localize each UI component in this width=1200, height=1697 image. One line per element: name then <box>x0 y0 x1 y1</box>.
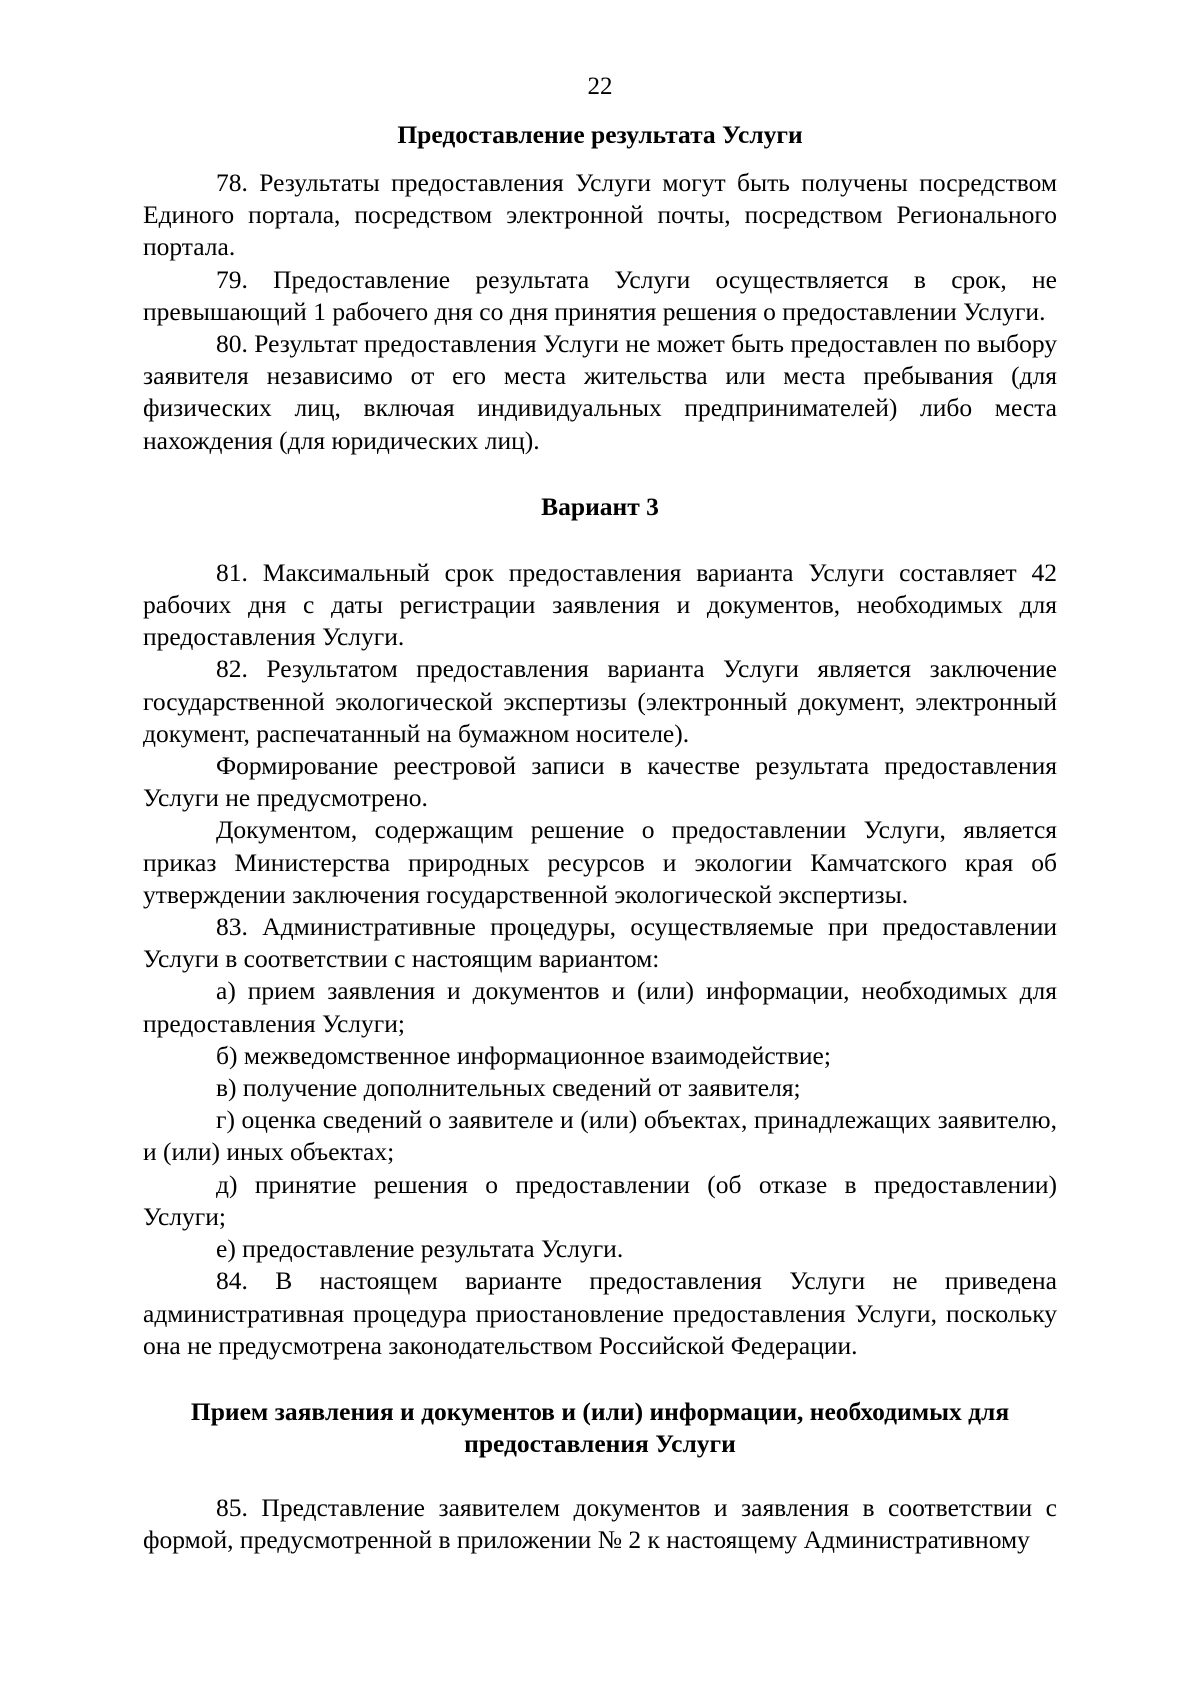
paragraph-decision-document: Документом, содержащим решение о предоставлении Услуги, является приказ Министерства природных ресурсов и экологии Камчатского края об утверждении заключения государственной экологической экспертизы. <box>143 815 1057 909</box>
list-item-b: б) межведомственное информационное взаимодействие; <box>216 1040 831 1070</box>
list-item-d: д) принятие решения о предоставлении (об отказе в предоставлении) Услуги; <box>143 1169 1057 1231</box>
section-heading-variant-3: Вариант 3 <box>541 491 659 521</box>
paragraph-81: 81. Максимальный срок предоставления варианта Услуги составляет 42 рабочих дня с даты регистрации заявления и документов, необходимых для предоставления Услуги. <box>143 557 1057 652</box>
paragraph-85: 85. Представление заявителем документов и заявления в соответствии с формой, предусмотренной в приложении № 2 к настоящему Административному <box>143 1492 1057 1555</box>
paragraph-84: 84. В настоящем варианте предоставления Услуги не приведена административная процедура приостановление предоставления Услуги, поскольку она не предусмотрена законодательством Российской Федерации. <box>143 1266 1057 1360</box>
paragraph-78: 78. Результаты предоставления Услуги могут быть получены посредством Единого портала, посредством электронной почты, посредством Регионального портала. <box>143 168 1057 262</box>
section-heading-application-intake <box>143 1396 1057 1460</box>
list-item-e: е) предоставление результата Услуги. <box>216 1234 624 1264</box>
paragraph-82: 82. Результатом предоставления варианта Услуги является заключение государственной экологической экспертизы (электронный документ, электронный документ, распечатанный на бумажном носителе). <box>143 654 1057 748</box>
paragraph-registry-record: Формирование реестровой записи в качестве результата предоставления Услуги не предусмотрено. <box>143 751 1057 813</box>
section-heading-result: Предоставление результата Услуги <box>397 120 803 149</box>
paragraph-83: 83. Административные процедуры, осуществляемые при предоставлении Услуги в соответствии с настоящим вариантом: <box>143 912 1057 974</box>
list-item-a: а) прием заявления и документов и (или) информации, необходимых для предоставления Услуги; <box>143 976 1057 1038</box>
section-heading-line-2: предоставления Услуги <box>464 1428 736 1458</box>
list-item-g: г) оценка сведений о заявителе и (или) объектах, принадлежащих заявителю, и (или) иных объектах; <box>143 1105 1057 1167</box>
page-number: 22 <box>587 73 613 100</box>
section-heading-line-1: Прием заявления и документов и (или) информации, необходимых для <box>190 1396 1010 1426</box>
paragraph-80: 80. Результат предоставления Услуги не может быть предоставлен по выбору заявителя независимо от его места жительства или места пребывания (для физических лиц, включая индивидуальных предпринимателей) либо места нахождения (для юридических лиц). <box>143 329 1057 455</box>
list-item-v: в) получение дополнительных сведений от заявителя; <box>216 1073 801 1103</box>
paragraph-79: 79. Предоставление результата Услуги осуществляется в срок, не превышающий 1 рабочего дня со дня принятия решения о предоставлении Услуги. <box>143 264 1057 326</box>
